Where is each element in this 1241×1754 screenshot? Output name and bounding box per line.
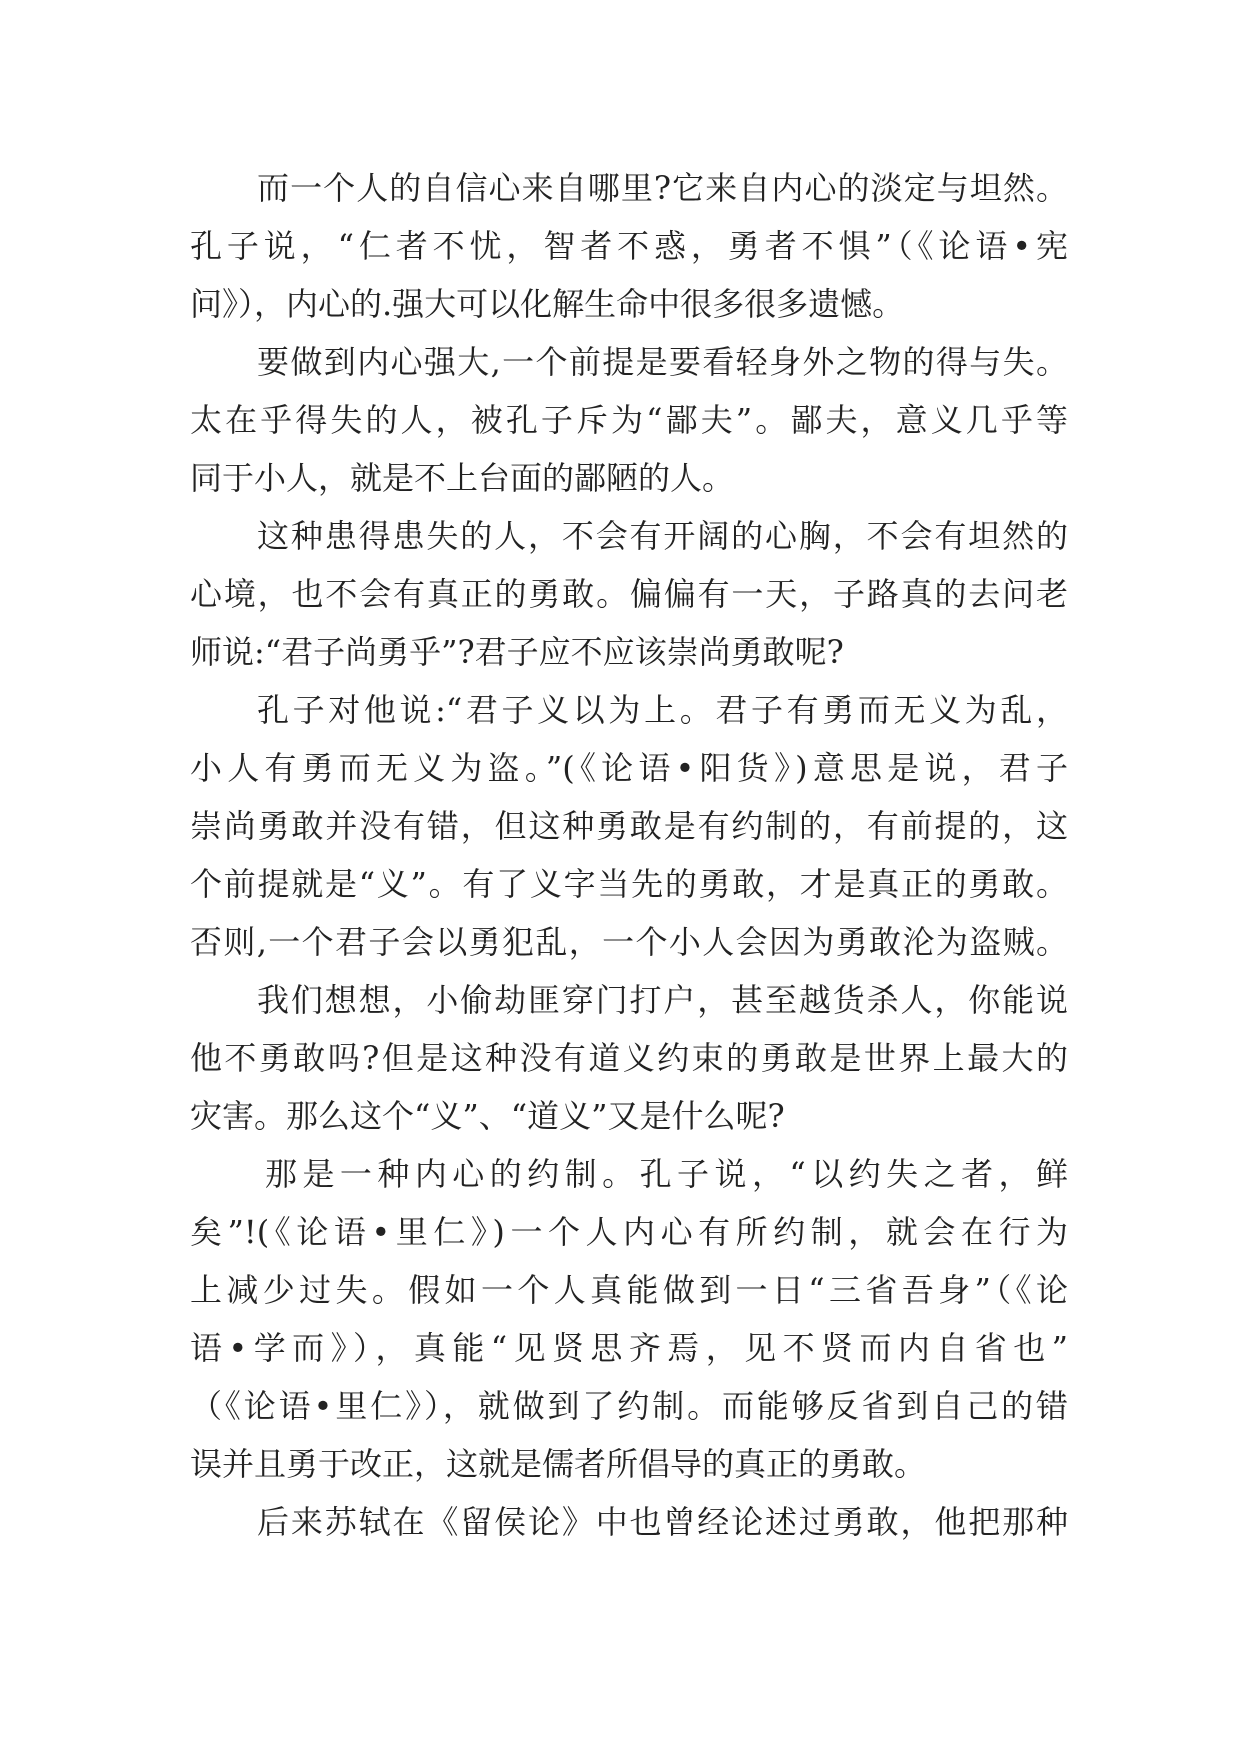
paragraph <box>190 159 1068 333</box>
paragraph-line: 孔子对他说:“君子义以为上。君子有勇而无义为乱， <box>257 691 1068 729</box>
paragraph <box>190 333 1068 507</box>
paragraph-line: 问》），内心的.强大可以化解生命中很多很多遗憾。 <box>190 285 905 323</box>
paragraph <box>190 1145 1068 1493</box>
paragraph-line: 同于小人，就是不上台面的鄙陋的人。 <box>190 459 735 497</box>
paragraph-line: 要做到内心强大,一个前提是要看轻身外之物的得与失。 <box>257 343 1068 381</box>
paragraph-line: 孔子说，“仁者不忧，智者不惑，勇者不惧”（《论语•宪 <box>190 227 1068 265</box>
paragraph-line: 语•学而》），真能“见贤思齐焉，见不贤而内自省也” <box>190 1329 1068 1367</box>
paragraph-line: 师说:“君子尚勇乎”?君子应不应该崇尚勇敢呢? <box>190 633 844 671</box>
paragraph-line: 后来苏轼在《留侯论》中也曾经论述过勇敢，他把那种 <box>257 1503 1068 1541</box>
paragraph-line: 心境，也不会有真正的勇敢。偏偏有一天，子路真的去问老 <box>190 575 1068 613</box>
paragraph-line: 而一个人的自信心来自哪里?它来自内心的淡定与坦然。 <box>257 169 1068 207</box>
paragraph-line: 误并且勇于改正，这就是儒者所倡导的真正的勇敢。 <box>190 1445 927 1483</box>
body-text <box>190 159 1068 1551</box>
paragraph-line: 灾害。那么这个“义”、“道义”又是什么呢? <box>190 1097 785 1135</box>
paragraph <box>190 1493 1068 1551</box>
paragraph-line: 崇尚勇敢并没有错，但这种勇敢是有约制的，有前提的，这 <box>190 807 1068 845</box>
paragraph-line: 他不勇敢吗?但是这种没有道义约束的勇敢是世界上最大的 <box>190 1039 1068 1077</box>
paragraph-line: 太在乎得失的人，被孔子斥为“鄙夫”。鄙夫，意义几乎等 <box>190 401 1068 439</box>
paragraph-line: 我们想想，小偷劫匪穿门打户，甚至越货杀人，你能说 <box>257 981 1068 1019</box>
paragraph <box>190 681 1068 971</box>
paragraph-line: 这种患得患失的人，不会有开阔的心胸，不会有坦然的 <box>257 517 1068 555</box>
paragraph-line: 否则,一个君子会以勇犯乱，一个小人会因为勇敢沦为盗贼。 <box>190 923 1068 961</box>
paragraph-line: 那是一种内心的约制。孔子说，“以约失之者，鲜 <box>265 1155 1068 1193</box>
paragraph <box>190 507 1068 681</box>
paragraph-line: 上减少过失。假如一个人真能做到一日“三省吾身”（《论 <box>190 1271 1068 1309</box>
paragraph-line: 小人有勇而无义为盗。”(《论语•阳货》)意思是说，君子 <box>190 749 1068 787</box>
paragraph-line: 矣”!(《论语•里仁》)一个人内心有所约制，就会在行为 <box>190 1213 1068 1251</box>
paragraph <box>190 971 1068 1145</box>
paragraph-line: 个前提就是“义”。有了义字当先的勇敢，才是真正的勇敢。 <box>190 865 1068 903</box>
paragraph-line: （《论语•里仁》），就做到了约制。而能够反省到自己的错 <box>190 1387 1068 1425</box>
